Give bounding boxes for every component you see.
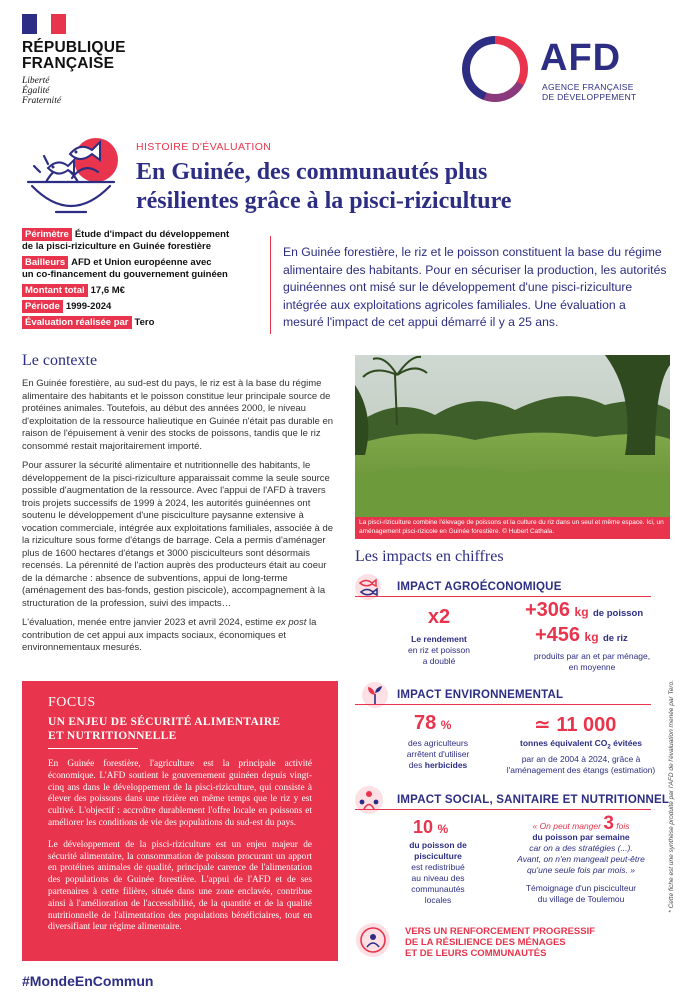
stat-line: l'aménagement des étangs (estimation) [506, 764, 656, 775]
context-paragraph: Pour assurer la sécurité alimentaire et nutritionnelle des habitants, le développement de la pisci-riziculture apparaissait comme la seule source possible d'augmentation de la ressource. Avec l'appui de l'AFD à travers trois projets successifs de 1999 à 2024, les autorités guinéennes ont soutenu le développement d'une pisciculture paysanne extensive à vocation commerciale, intégrée aux exploitations familiales, associée à de la riziculture sous forme d'étangs de barrage. Cela a permis d'aménager plus de 1600 hectares d'étangs et 3000 pisciculteurs sont désormais recensés. La pérennité de l'action auprès des producteurs était au coeur de la démarche : absence de subventions, appui de long-terme (aménagement des bas-fonds, gestion piscicole), accompagnement à la structuration de la profession, suivi des impacts… [22, 460, 334, 609]
conclusion-line: DE LA RÉSILIENCE DES MÉNAGES [405, 937, 566, 948]
conclusion-text [405, 926, 595, 959]
stat-unit: kg [574, 605, 589, 619]
afd-sub-line: DE DÉVELOPPEMENT [542, 92, 637, 102]
quote-line: du poisson par semaine [532, 832, 630, 842]
quote-line [493, 813, 669, 834]
yield-multiplier: x2 [427, 606, 451, 628]
stat-text: tonnes équivalent CO [520, 738, 608, 748]
stat-line: est redistribué [411, 862, 465, 872]
fish-production-stat [525, 599, 643, 622]
page-title [136, 158, 676, 216]
side-note [668, 680, 680, 970]
meta-label: Bailleurs [22, 256, 68, 269]
focus-title-line: ET NUTRITIONNELLE [48, 730, 177, 742]
stat-line: arrêtent d'utiliser [406, 749, 470, 759]
meta-label: Évaluation réalisée par [22, 316, 132, 329]
side-note-text: * Cette fiche est une synthèse produite par l'AFD de l'évaluation menée par Tero. [668, 680, 675, 913]
meta-value: Étude d'impact du développement [74, 229, 230, 240]
stat-value: +456 [535, 624, 581, 646]
republique-francaise-flag-icon [22, 14, 66, 34]
focus-paragraph: Le développement de la pisci-riziculture est un enjeu majeur de sécurité alimentaire, la consommation de poisson procurant un apport en protéines animales de qualité, principale carence de l'alimentation des populations de Guinée forestière. L'appui de l'AFD et de ses partenaires à cette filière, située dans une zone enclavée, contribue ainsi à l'amélioration de l'accessibilité, de la quantité et de la qualité nutritionnelle de l'alimentation des populations bénéficiaires, tout en diversifiant leur régime alimentaire. [48, 839, 312, 933]
stat-line: Le rendement [411, 634, 467, 644]
focus-box [22, 681, 338, 961]
stat-line: pisciculture [414, 851, 462, 861]
quote-number: 3 [603, 813, 614, 834]
focus-paragraph: En Guinée forestière, l'agriculture est la principale activité économique. L'AFD soutient le gouvernement guinéen depuis vingt-cinq ans dans le développement de la pisci-riziculture, qui consiste à élever des poissons dans une rizière en même temps que le riz y est cultivé. L'objectif : accroître durablement l'offre locale en poissons et améliorer les conditions de vie des populations du sud-est du pays. [48, 759, 312, 828]
stat-line [496, 738, 666, 754]
photo-caption: La pisci-riziculture combine l'élevage de poissons et la culture du riz dans un seul et même espace. Ici, un aménagement pisci-rizicole en Guinée forestière. © Hubert Cathala. [355, 517, 670, 539]
stat-unit: % [437, 822, 449, 836]
context-heading: Le contexte [22, 352, 98, 369]
meta-value: AFD et Union européenne avec [71, 257, 212, 268]
afd-logo-subtitle [542, 82, 637, 102]
context-text: L'évaluation, menée entre janvier 2023 et avril 2024, estime [22, 617, 276, 628]
meta-montant [22, 285, 262, 297]
republique-francaise-name [22, 40, 126, 72]
impact-social-title: IMPACT SOCIAL, SANITAIRE ET NUTRITIONNEL [397, 794, 670, 806]
quote-line: qu'une seule fois par mois. » [527, 865, 635, 875]
stat-line: locales [424, 895, 452, 905]
context-text: la contribution de cet appui aux impacts sociaux, économiques et environnementaux mesurés. [22, 617, 317, 653]
quote-line: car on a des stratégies (...). [529, 843, 633, 853]
stat-line: au niveau des [411, 873, 465, 883]
meta-bailleurs [22, 257, 262, 281]
quote-line: Avant, on n'en mangeait peut-être [517, 854, 645, 864]
document-kicker: HISTOIRE D'ÉVALUATION [136, 141, 272, 153]
impacts-heading: Les impacts en chiffres [355, 548, 504, 565]
stat-value: +306 [525, 599, 571, 621]
conclusion-line: ET DE LEURS COMMUNAUTÉS [405, 948, 547, 959]
stat-line: du poisson de [409, 840, 467, 850]
afd-logo-circle-icon [462, 36, 528, 102]
stat-line: produits par an et par ménage, [533, 651, 651, 661]
impact-divider [355, 809, 651, 810]
rf-motto-line: Fraternité [22, 96, 62, 106]
stat-label: de poisson [592, 608, 644, 619]
stat-line: des agriculteurs [407, 738, 468, 748]
meta-value: 17,6 M€ [90, 285, 125, 296]
rf-motto-line: Liberté [22, 76, 50, 86]
production-description [512, 651, 672, 673]
stat-line: en moyenne [568, 662, 616, 672]
hashtag: #MondeEnCommun [22, 973, 154, 989]
stat-text: des [408, 760, 425, 770]
impact-divider [355, 596, 651, 597]
co2-value: ≃ 11 000 [534, 714, 617, 736]
conclusion-line: VERS UN RENFORCEMENT PROGRESSIF [405, 926, 596, 937]
stat-line [395, 760, 481, 771]
rf-name-line: FRANÇAISE [22, 55, 115, 72]
title-line: En Guinée, des communautés plus [136, 159, 488, 185]
impact-agro-title: IMPACT AGROÉCONOMIQUE [397, 581, 562, 593]
focus-title [48, 715, 312, 743]
project-metadata [22, 229, 262, 333]
context-body [22, 378, 338, 662]
context-paragraph [22, 617, 338, 655]
co2-description [496, 738, 666, 776]
impact-env-title: IMPACT ENVIRONNEMENTAL [397, 689, 564, 701]
focus-divider [48, 748, 138, 749]
rice-field-photo [355, 355, 670, 517]
redistribution-stat [413, 817, 448, 838]
title-line: résilientes grâce à la pisci-riziculture [136, 188, 512, 214]
resilience-icon [355, 922, 391, 958]
stat-line: a doublé [422, 656, 456, 666]
stat-value: 78 [414, 712, 437, 734]
vertical-divider [270, 236, 271, 334]
meta-value: 1999-2024 [65, 301, 112, 312]
rf-motto-line: Égalité [22, 86, 50, 96]
stat-line: communautés [411, 884, 465, 894]
meta-label: Période [22, 300, 63, 313]
impact-divider [355, 704, 651, 705]
redistribution-description [398, 840, 478, 906]
afd-sub-line: AGENCE FRANÇAISE [542, 82, 634, 92]
focus-kicker: FOCUS [48, 695, 96, 710]
meta-value: un co-financement du gouvernement guinéen [22, 269, 228, 280]
herbicide-stat [414, 712, 451, 735]
afd-logo-text: AFD [540, 37, 622, 79]
quote-attribution: Témoignage d'un pisciculteur [525, 883, 637, 893]
testimonial-quote [493, 813, 669, 905]
meta-periode [22, 301, 262, 313]
quote-text: fois [616, 821, 630, 831]
meta-value: Tero [134, 317, 155, 328]
republique-francaise-motto [22, 76, 61, 106]
fish-bowl-icon [18, 128, 130, 228]
stat-label: de riz [602, 633, 628, 644]
stat-text: évitées [610, 738, 642, 748]
focus-title-line: UN ENJEU DE SÉCURITÉ ALIMENTAIRE [48, 716, 281, 728]
meta-evaluation [22, 317, 262, 329]
quote-text: « On peut manger [532, 821, 601, 831]
rf-name-line: RÉPUBLIQUE [22, 39, 126, 56]
context-emphasis: ex post [275, 617, 307, 628]
stat-subscript: 2 [607, 744, 611, 751]
stat-value: 10 [413, 817, 434, 837]
meta-label: Périmètre [22, 228, 72, 241]
meta-value: de la pisci-riziculture en Guinée forestière [22, 241, 212, 252]
meta-label: Montant total [22, 284, 88, 297]
quote-attribution: du village de Toulemou [537, 894, 625, 904]
context-paragraph: En Guinée forestière, au sud-est du pays, le riz est à la base du régime alimentaire des habitants et le poisson constitue leur principale source de protéines animales. Toutefois, au début des années 2000, le niveau d'exploitation de la ressource halieutique en Guinée n'était pas durable en raison de l'épuisement à venir des stocks de poissons, tandis que le riz consommé restait majoritairement importé. [22, 378, 334, 452]
stat-unit: kg [584, 630, 599, 644]
intro-paragraph: En Guinée forestière, le riz et le poisson constituent la base du régime alimentaire des habitants. Pour en sécuriser la production, les autorités guinéennes ont misé sur le développement d'une pisci-riziculture intégrée aux exploitations agricoles familiales. Une évaluation a mesuré l'impact de cet appui démarré il y a 25 ans. [283, 245, 667, 329]
meta-perimetre [22, 229, 262, 253]
stat-line: par an de 2004 à 2024, grâce à [521, 753, 641, 764]
rice-production-stat [535, 624, 628, 647]
stat-line: en riz et poisson [408, 645, 470, 655]
stat-unit: % [440, 718, 452, 732]
yield-description [400, 634, 478, 667]
herbicide-description [395, 738, 481, 771]
stat-emphasis: herbicides [424, 760, 468, 770]
